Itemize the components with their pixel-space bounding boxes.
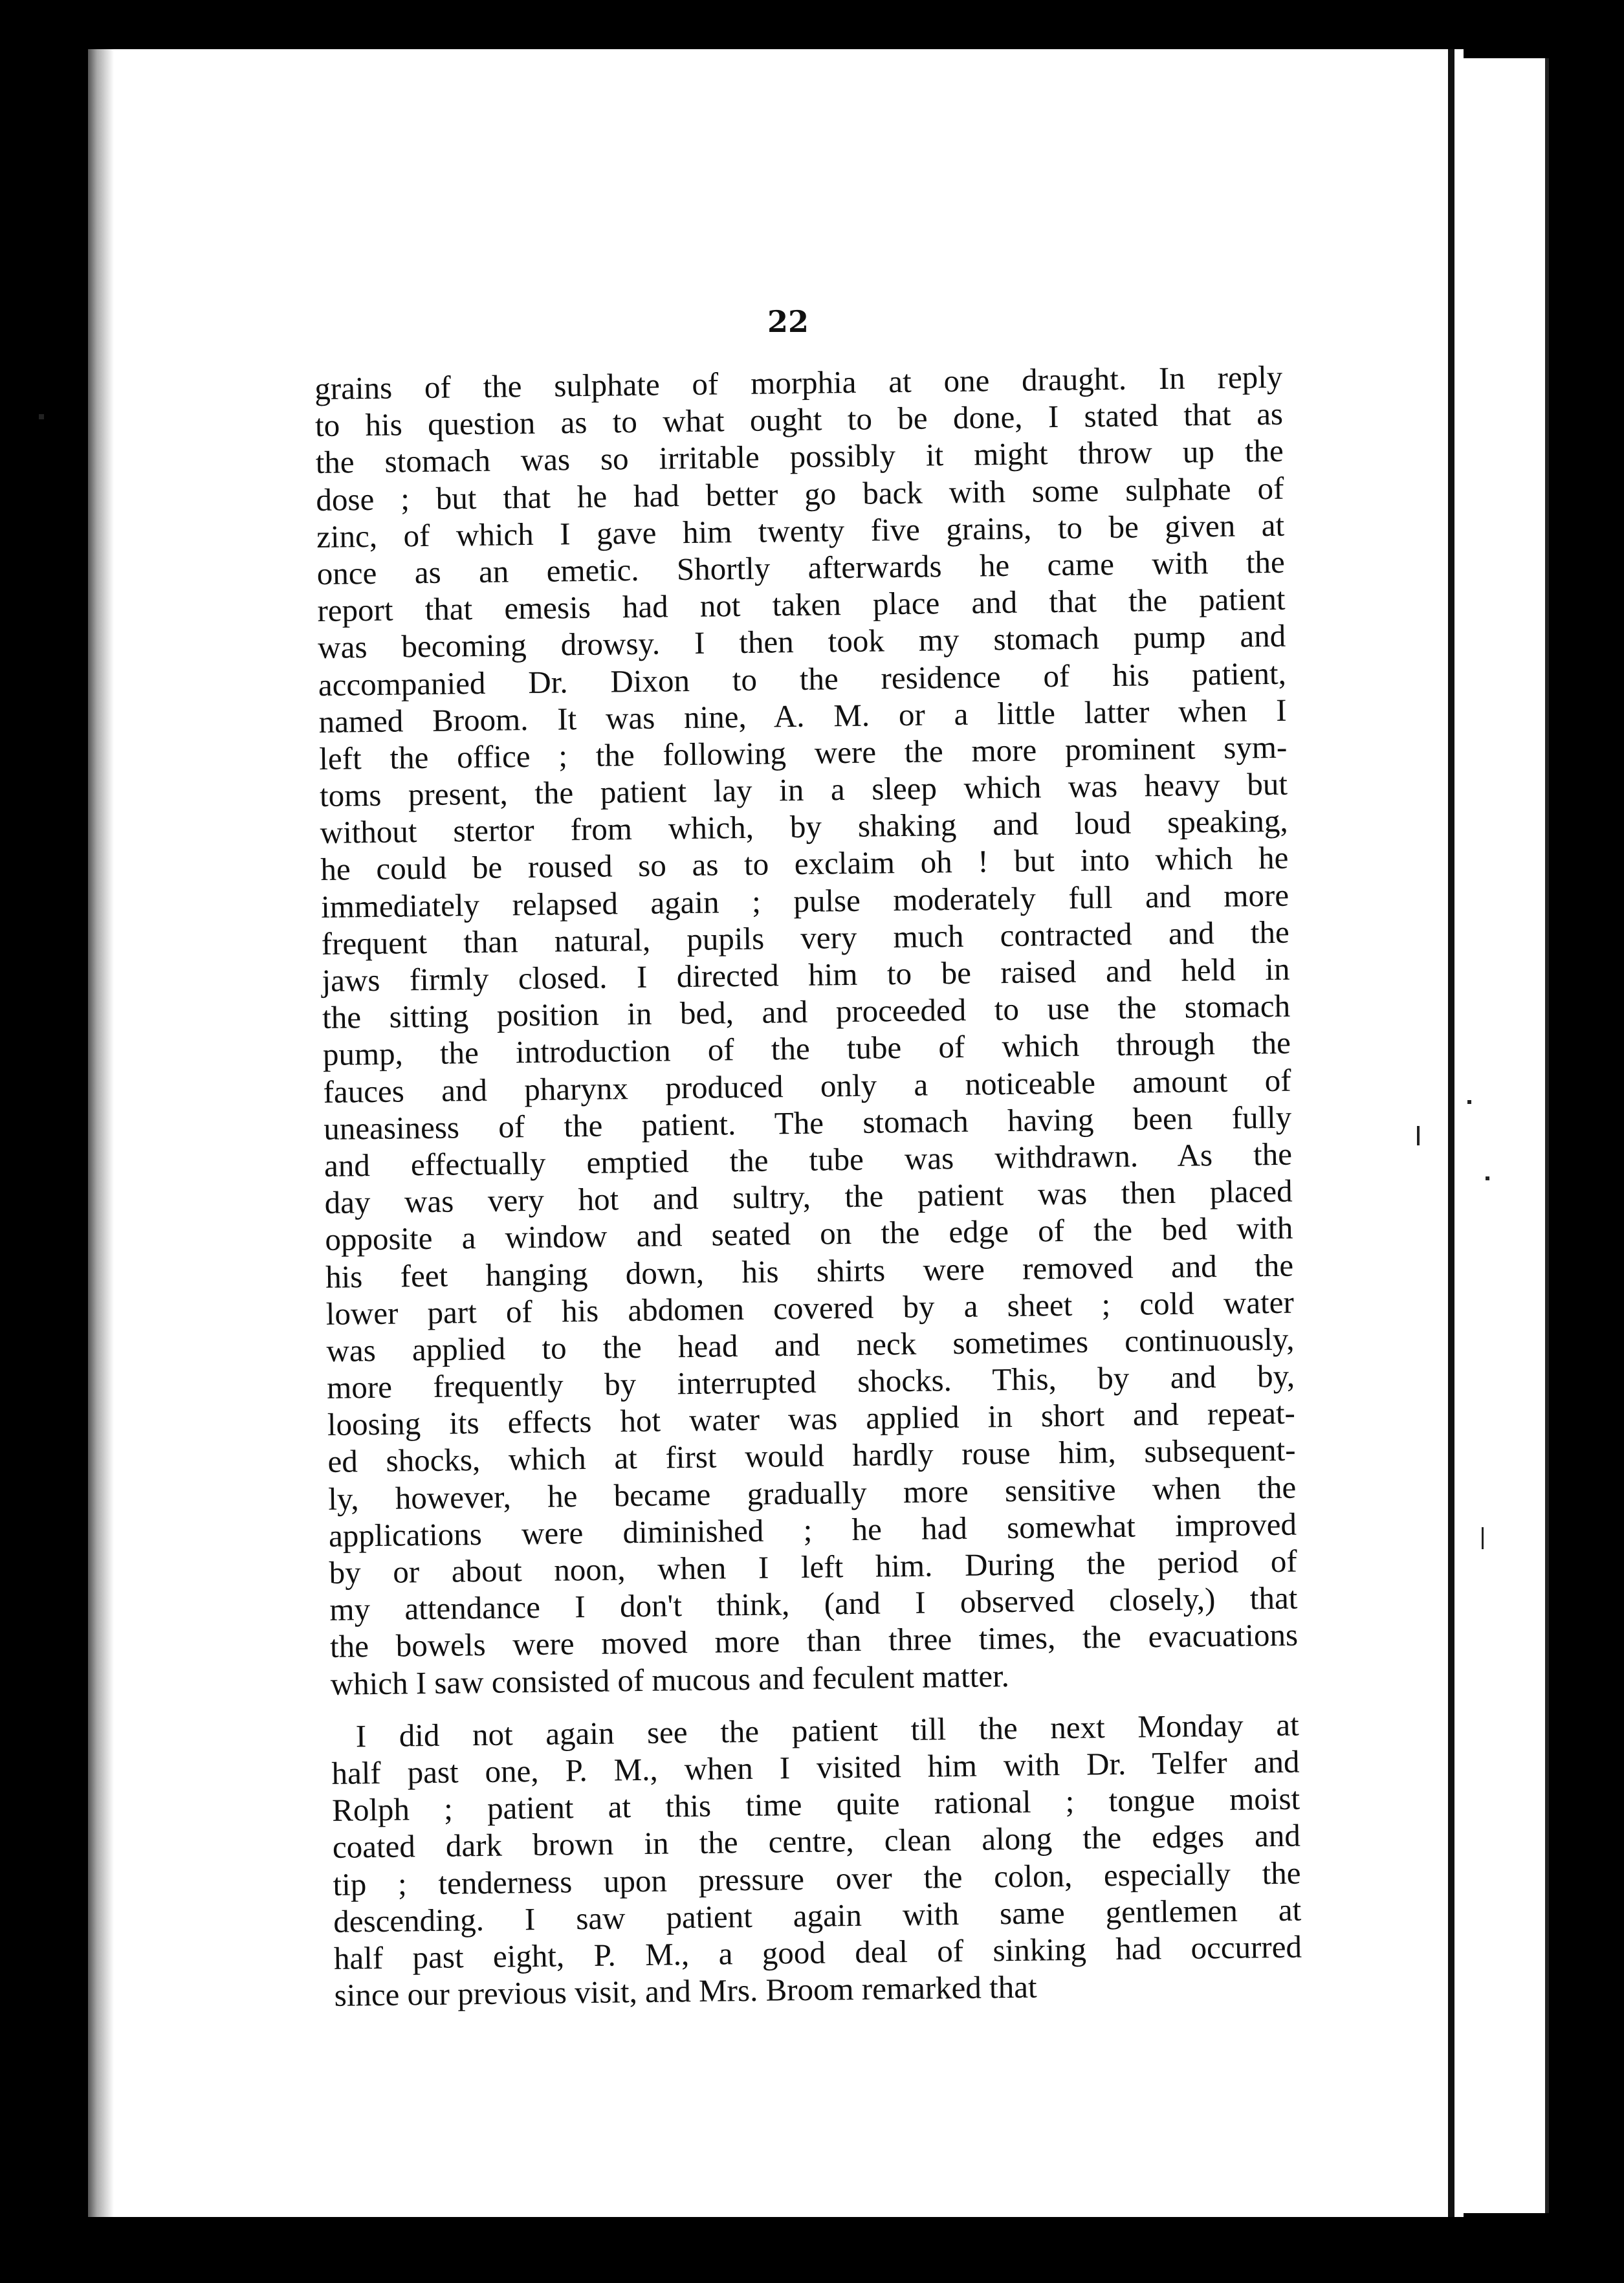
text-line: and effectually emptied the tube was withdrawn. As the (324, 1136, 1293, 1184)
text-line: once as an emetic. Shortly afterwards he came with the (316, 544, 1286, 591)
text-line: grains of the sulphate of morphia at one draught. In reply (314, 358, 1283, 406)
text-line: uneasiness of the patient. The stomach having been fully (323, 1099, 1292, 1147)
text-line: applications were diminished ; he had somewhat improved (328, 1506, 1297, 1554)
text-line: by or about noon, when I left him. During the period of (329, 1543, 1297, 1591)
text-line: the stomach was so irritable possibly it might throw up the (315, 433, 1284, 481)
text-line: frequent than natural, pupils very much contracted and the (321, 914, 1290, 962)
adjacent-page-border (1545, 58, 1549, 2213)
text-line: I did not again see the patient till the next Monday at (355, 1706, 1300, 1754)
text-line: Rolph ; patient at this time quite rational ; tongue moist (331, 1780, 1300, 1828)
scan-speck (1486, 1176, 1489, 1180)
page-fold-line (1448, 49, 1454, 2217)
text-line: named Broom. It was nine, A. M. or a little latter when I (318, 692, 1287, 740)
paragraph-2 (331, 1706, 1302, 2014)
text-line: lower part of his abdomen covered by a sheet ; cold water (325, 1284, 1295, 1332)
text-line: opposite a window and seated on the edge of the bed with (325, 1209, 1293, 1258)
scan-speck (39, 414, 44, 419)
page-number: 22 (767, 304, 809, 339)
body-text (314, 358, 1302, 2014)
text-line: accompanied Dr. Dixon to the residence of his patient, (318, 655, 1287, 703)
text-line: my attendance I don't think, (and I observed closely,) that (329, 1580, 1298, 1628)
text-line: descending. I saw patient again with same gentlemen at (333, 1891, 1302, 1939)
binding-gutter-shadow (88, 49, 114, 2217)
text-line: fauces and pharynx produced only a noticeable amount of (323, 1062, 1291, 1110)
adjacent-page-edge (1454, 58, 1545, 2213)
scan-speck (1417, 1126, 1420, 1145)
text-line: his feet hanging down, his shirts were removed and the (325, 1247, 1294, 1295)
text-line: the sitting position in bed, and proceeded to use the stomach (322, 987, 1291, 1036)
text-line: day was very hot and sultry, the patient was then placed (324, 1173, 1293, 1221)
scan-speck (1467, 1100, 1471, 1104)
text-line: coated dark brown in the centre, clean along the edges and (332, 1817, 1301, 1866)
text-line: he could be roused so as to exclaim oh ! but into which he (320, 840, 1289, 888)
text-line: tip ; tenderness upon pressure over the colon, especially the (333, 1855, 1301, 1902)
text-line: report that emesis had not taken place and that the patient (317, 580, 1286, 629)
text-line: toms present, the patient lay in a sleep which was heavy but (319, 766, 1288, 814)
text-line: pump, the introduction of the tube of which through the (322, 1025, 1291, 1073)
text-line: left the office ; the following were the more prominent sym- (318, 729, 1288, 777)
text-line: was applied to the head and neck sometimes continuously, (326, 1321, 1295, 1369)
text-line: since our previous visit, and Mrs. Broom remarked that (334, 1969, 1037, 2013)
text-line: ed shocks, which at first would hardly rouse him, subsequent- (327, 1432, 1296, 1480)
text-line: loosing its effects hot water was applied in short and repeat- (327, 1395, 1296, 1443)
paragraph-1 (314, 358, 1299, 1703)
text-line: jaws firmly closed. I directed him to be raised and held in (322, 951, 1290, 998)
text-line: the bowels were moved more than three times, the evacuations (329, 1616, 1299, 1665)
text-line: dose ; but that he had better go back with some sulphate of (316, 470, 1284, 518)
text-line: ly, however, he became gradually more sensitive when the (327, 1469, 1297, 1517)
text-line: to his question as to what ought to be done, I stated that as (314, 395, 1284, 444)
text-line: immediately relapsed again ; pulse moderately full and more (320, 877, 1289, 925)
text-line: was becoming drowsy. I then took my stomach pump and (317, 618, 1286, 666)
scan-speck (1482, 1527, 1484, 1549)
text-line: zinc, of which I gave him twenty five grains, to be given at (316, 507, 1285, 555)
text-line: more frequently by interrupted shocks. This, by and by, (326, 1358, 1295, 1406)
text-line: which I saw consisted of mucous and feculent matter. (330, 1657, 1010, 1702)
text-line: without stertor from which, by shaking and loud speaking, (320, 802, 1288, 851)
text-line: half past eight, P. M., a good deal of sinking had occurred (333, 1928, 1302, 1976)
text-line: half past one, P. M., when I visited him with Dr. Telfer and (331, 1743, 1300, 1791)
